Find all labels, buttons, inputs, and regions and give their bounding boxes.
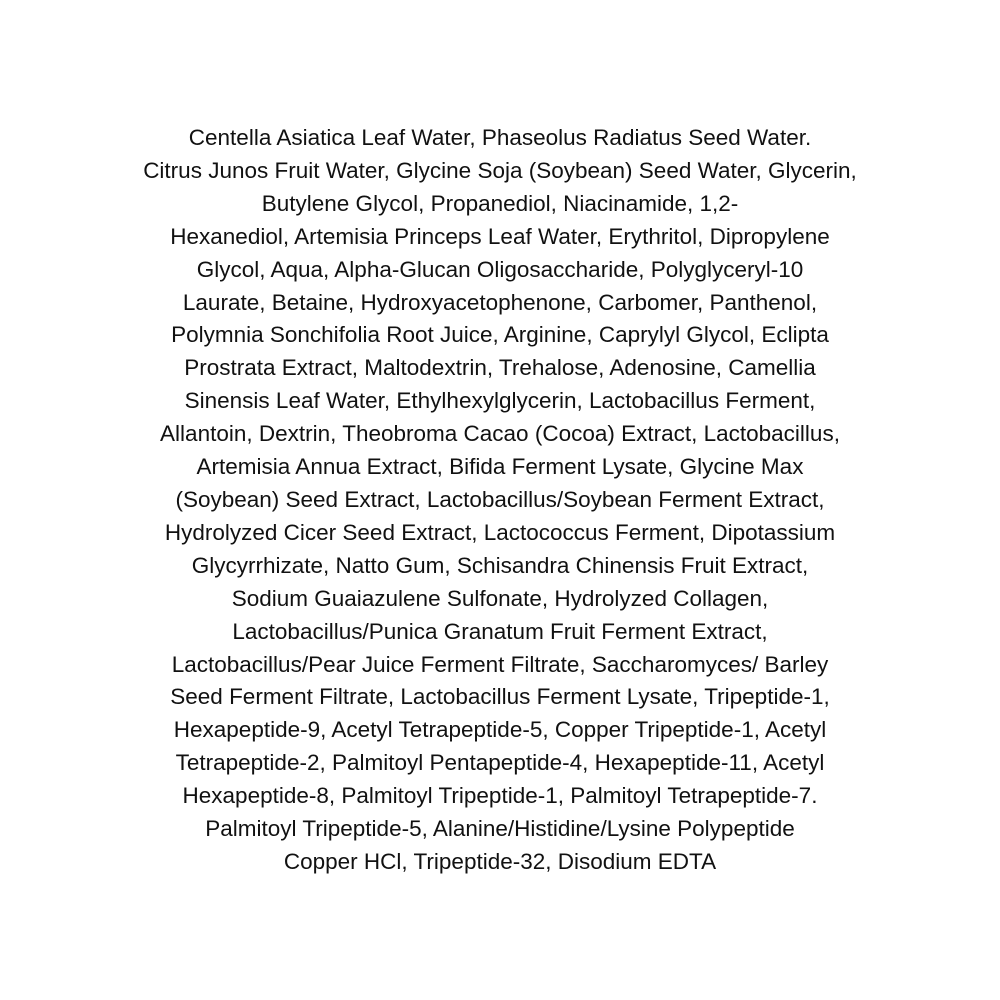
ingredient-line: Sinensis Leaf Water, Ethylhexylglycerin, Lactobacillus Ferment, xyxy=(184,388,816,414)
ingredient-line: Hydrolyzed Cicer Seed Extract, Lactococcus Ferment, Dipotassium xyxy=(164,519,836,545)
ingredient-line: Artemisia Annua Extract, Bifida Ferment Lysate, Glycine Max xyxy=(196,454,804,480)
ingredient-line: Hexanediol, Artemisia Princeps Leaf Water, Erythritol, Dipropylene xyxy=(170,223,830,249)
ingredient-line: Glycol, Aqua, Alpha-Glucan Oligosaccharide, Polyglyceryl-10 xyxy=(196,256,804,282)
ingredient-line: Hexapeptide-9, Acetyl Tetrapeptide-5, Copper Tripeptide-1, Acetyl xyxy=(173,717,827,743)
ingredient-line: Butylene Glycol, Propanediol, Niacinamide, 1,2- xyxy=(261,190,739,216)
ingredient-line: Glycyrrhizate, Natto Gum, Schisandra Chinensis Fruit Extract, xyxy=(191,552,809,578)
ingredient-line: Lactobacillus/Punica Granatum Fruit Ferment Extract, xyxy=(232,618,768,644)
ingredient-line: Seed Ferment Filtrate, Lactobacillus Ferment Lysate, Tripeptide-1, xyxy=(170,684,830,710)
ingredient-line: Citrus Junos Fruit Water, Glycine Soja (Soybean) Seed Water, Glycerin, xyxy=(143,157,857,183)
ingredient-line: (Soybean) Seed Extract, Lactobacillus/Soybean Ferment Extract, xyxy=(175,486,825,512)
ingredient-line: Lactobacillus/Pear Juice Ferment Filtrate, Saccharomyces/ Barley xyxy=(171,651,829,677)
ingredient-line: Hexapeptide-8, Palmitoyl Tripeptide-1, Palmitoyl Tetrapeptide-7. xyxy=(182,783,818,809)
ingredient-line: Polymnia Sonchifolia Root Juice, Arginine, Caprylyl Glycol, Eclipta xyxy=(171,322,829,348)
ingredient-line: Tetrapeptide-2, Palmitoyl Pentapeptide-4, Hexapeptide-11, Acetyl xyxy=(175,750,825,776)
ingredient-line: Sodium Guaiazulene Sulfonate, Hydrolyzed Collagen, xyxy=(231,585,769,611)
ingredients-list xyxy=(0,122,1000,879)
ingredient-line: Allantoin, Dextrin, Theobroma Cacao (Cocoa) Extract, Lactobacillus, xyxy=(160,421,840,447)
ingredient-line: Palmitoyl Tripeptide-5, Alanine/Histidine/Lysine Polypeptide xyxy=(205,816,795,842)
ingredient-line: Copper HCl, Tripeptide-32, Disodium EDTA xyxy=(283,848,717,874)
ingredient-line: Laurate, Betaine, Hydroxyacetophenone, Carbomer, Panthenol, xyxy=(182,289,818,315)
ingredient-line: Prostrata Extract, Maltodextrin, Trehalose, Adenosine, Camellia xyxy=(184,355,816,381)
ingredient-line: Centella Asiatica Leaf Water, Phaseolus Radiatus Seed Water. xyxy=(188,125,812,150)
